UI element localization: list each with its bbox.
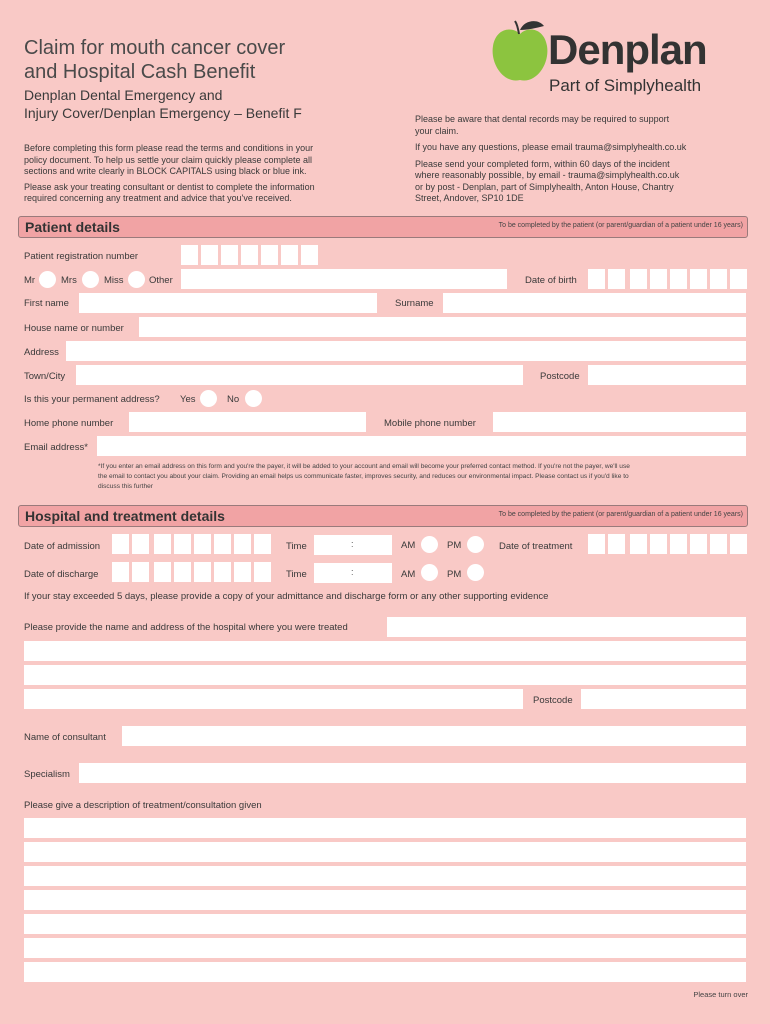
admission-date-box[interactable] [254, 534, 271, 554]
am-label: AM [401, 540, 416, 551]
discharge-am-radio[interactable] [421, 564, 438, 581]
intro-left [24, 143, 384, 205]
postcode-label: Postcode [540, 371, 580, 382]
form-subtitle-line2: Injury Cover/Denplan Emergency – Benefit F [24, 105, 302, 121]
reg-number-box[interactable] [261, 245, 278, 265]
title-mrs-radio[interactable] [82, 271, 99, 288]
reg-number-box[interactable] [201, 245, 218, 265]
logo-tagline: Part of Simplyhealth [549, 76, 702, 95]
discharge-pm-radio[interactable] [467, 564, 484, 581]
footnote-text: *If you enter an email address on this form and you're the payer, it will be added to your account and email will become your preferred contact method. If you're not the payer, we'll use [98, 463, 630, 470]
treatment-date-box[interactable] [670, 534, 687, 554]
intro-text: sections and write clearly in BLOCK CAPITALS using black or blue ink. [24, 166, 307, 176]
no-label: No [227, 394, 240, 405]
dob-box[interactable] [650, 269, 667, 289]
title-miss-radio[interactable] [128, 271, 145, 288]
house-label: House name or number [24, 323, 124, 334]
hospital-name-label: Please provide the name and address of the hospital where you were treated [24, 622, 348, 633]
logo-wordmark: Denplan [548, 26, 707, 73]
intro-text: or by post - Denplan, part of Simplyhealth, Anton House, Chantry [415, 181, 674, 192]
intro-text: Before completing this form please read the terms and conditions in your [24, 143, 314, 153]
consultant-field[interactable] [122, 726, 746, 746]
description-line[interactable] [24, 866, 746, 886]
admission-time-label: Time [286, 541, 307, 552]
dob-label: Date of birth [525, 275, 577, 286]
patient-details-header [18, 216, 748, 238]
treatment-date-box[interactable] [650, 534, 667, 554]
intro-text: required concerning any treatment and advice that you've received. [24, 193, 292, 203]
treatment-date-box[interactable] [730, 534, 747, 554]
dob-box[interactable] [670, 269, 687, 289]
postcode-field[interactable] [588, 365, 746, 385]
apple-logo-icon [490, 18, 550, 88]
section-title: Hospital and treatment details [25, 508, 225, 524]
treatment-date-label: Date of treatment [499, 541, 573, 552]
admission-pm-radio[interactable] [467, 536, 484, 553]
form-subtitle-line1: Denplan Dental Emergency and [24, 87, 223, 103]
discharge-date-box[interactable] [112, 562, 129, 582]
email-label: Email address* [24, 442, 88, 453]
permanent-address-label: Is this your permanent address? [24, 394, 160, 405]
treatment-date-box[interactable] [608, 534, 625, 554]
discharge-date-box[interactable] [132, 562, 149, 582]
treatment-date-box[interactable] [588, 534, 605, 554]
home-phone-label: Home phone number [24, 418, 114, 429]
hospital-address-field[interactable] [24, 665, 746, 685]
hospital-details-header [18, 505, 748, 527]
dob-box[interactable] [690, 269, 707, 289]
first-name-label: First name [24, 298, 69, 309]
admission-date-box[interactable] [174, 534, 191, 554]
description-line[interactable] [24, 842, 746, 862]
reg-number-box[interactable] [241, 245, 258, 265]
discharge-date-box[interactable] [214, 562, 231, 582]
admission-date-box[interactable] [112, 534, 129, 554]
admission-date-box[interactable] [194, 534, 211, 554]
title-miss-label: Miss [104, 275, 124, 286]
permanent-yes-radio[interactable] [200, 390, 217, 407]
discharge-date-box[interactable] [194, 562, 211, 582]
treatment-date-box[interactable] [690, 534, 707, 554]
admission-date-box[interactable] [132, 534, 149, 554]
mobile-phone-label: Mobile phone number [384, 418, 476, 429]
discharge-date-box[interactable] [254, 562, 271, 582]
description-line[interactable] [24, 818, 746, 838]
admission-date-box[interactable] [234, 534, 251, 554]
reg-number-box[interactable] [281, 245, 298, 265]
footnote-text: the email to contact you about your claim. Providing an email helps us communicate faster, improves security, and reduces our environmental impact. Please contact us if you'd like to [98, 473, 629, 480]
section-note: To be completed by the patient (or parent/guardian of a patient under 16 years) [498, 222, 743, 229]
mobile-phone-field[interactable] [493, 412, 746, 432]
description-line[interactable] [24, 914, 746, 934]
hospital-postcode-label: Postcode [533, 695, 573, 706]
hospital-address-field[interactable] [24, 641, 746, 661]
hospital-address-field[interactable] [24, 689, 523, 709]
email-field[interactable] [97, 436, 746, 456]
discharge-date-box[interactable] [174, 562, 191, 582]
town-field[interactable] [76, 365, 523, 385]
specialism-field[interactable] [79, 763, 746, 783]
house-field[interactable] [139, 317, 746, 337]
discharge-date-label: Date of discharge [24, 569, 99, 580]
intro-text: Street, Andover, SP10 1DE [415, 193, 524, 203]
surname-label: Surname [395, 298, 434, 309]
intro-text: policy document. To help us settle your claim quickly please complete all [24, 154, 312, 165]
discharge-date-box[interactable] [234, 562, 251, 582]
intro-text: Please ask your treating consultant or dentist to complete the information [24, 181, 315, 192]
form-title-line2: and Hospital Cash Benefit [24, 61, 256, 83]
discharge-date-box[interactable] [154, 562, 171, 582]
treatment-date-box[interactable] [710, 534, 727, 554]
time-separator: : [351, 567, 354, 577]
address-label: Address [24, 347, 59, 358]
section-title: Patient details [25, 219, 120, 235]
yes-label: Yes [180, 394, 196, 405]
dob-box[interactable] [710, 269, 727, 289]
admission-am-radio[interactable] [421, 536, 438, 553]
admission-time-field[interactable] [314, 535, 392, 555]
form-title-line1: Claim for mouth cancer cover [24, 37, 286, 59]
reg-number-label: Patient registration number [24, 251, 139, 262]
discharge-time-label: Time [286, 569, 307, 580]
dob-box[interactable] [630, 269, 647, 289]
discharge-time-field[interactable] [314, 563, 392, 583]
description-line[interactable] [24, 962, 746, 982]
reg-number-box[interactable] [221, 245, 238, 265]
denplan-logo [490, 16, 730, 100]
pm-label: PM [447, 569, 462, 580]
treatment-date-box[interactable] [630, 534, 647, 554]
admission-date-box[interactable] [214, 534, 231, 554]
surname-field[interactable] [443, 293, 746, 313]
title-mr-label: Mr [24, 275, 36, 286]
consultant-label: Name of consultant [24, 732, 106, 743]
town-label: Town/City [24, 371, 66, 382]
dob-box[interactable] [608, 269, 625, 289]
stay-note: If your stay exceeded 5 days, please provide a copy of your admittance and discharge form or any other supporting evidence [24, 591, 549, 602]
dob-box[interactable] [730, 269, 747, 289]
am-label: AM [401, 569, 416, 580]
admission-date-label: Date of admission [24, 541, 101, 552]
section-note: To be completed by the patient (or parent/guardian of a patient under 16 years) [498, 511, 743, 518]
title-other-field[interactable] [181, 269, 507, 289]
hospital-postcode-field[interactable] [581, 689, 746, 709]
reg-number-box[interactable] [301, 245, 318, 265]
home-phone-field[interactable] [129, 412, 366, 432]
pm-label: PM [447, 540, 462, 551]
dob-box[interactable] [588, 269, 605, 289]
permanent-no-radio[interactable] [245, 390, 262, 407]
title-other-label: Other [149, 275, 173, 286]
intro-text: Please send your completed form, within 60 days of the incident [415, 158, 670, 169]
address-field[interactable] [66, 341, 746, 361]
description-label: Please give a description of treatment/consultation given [24, 800, 262, 811]
intro-text: where reasonably possible, by email - trauma@simplyhealth.co.uk [415, 170, 680, 180]
specialism-label: Specialism [24, 769, 70, 780]
turn-over-note: Please turn over [693, 990, 748, 999]
intro-text: your claim. [415, 125, 459, 136]
first-name-field[interactable] [79, 293, 377, 313]
intro-right [415, 114, 755, 205]
time-separator: : [351, 539, 354, 549]
admission-date-box[interactable] [154, 534, 171, 554]
reg-number-box[interactable] [181, 245, 198, 265]
email-footnote [98, 462, 748, 492]
description-line[interactable] [24, 890, 746, 910]
intro-text: Please be aware that dental records may be required to support [415, 114, 670, 124]
title-mr-radio[interactable] [39, 271, 56, 288]
description-line[interactable] [24, 938, 746, 958]
contact-email-text: If you have any questions, please email trauma@simplyhealth.co.uk [415, 142, 687, 152]
hospital-name-field[interactable] [387, 617, 746, 637]
footnote-text: discuss this further [98, 483, 153, 490]
title-mrs-label: Mrs [61, 275, 77, 286]
